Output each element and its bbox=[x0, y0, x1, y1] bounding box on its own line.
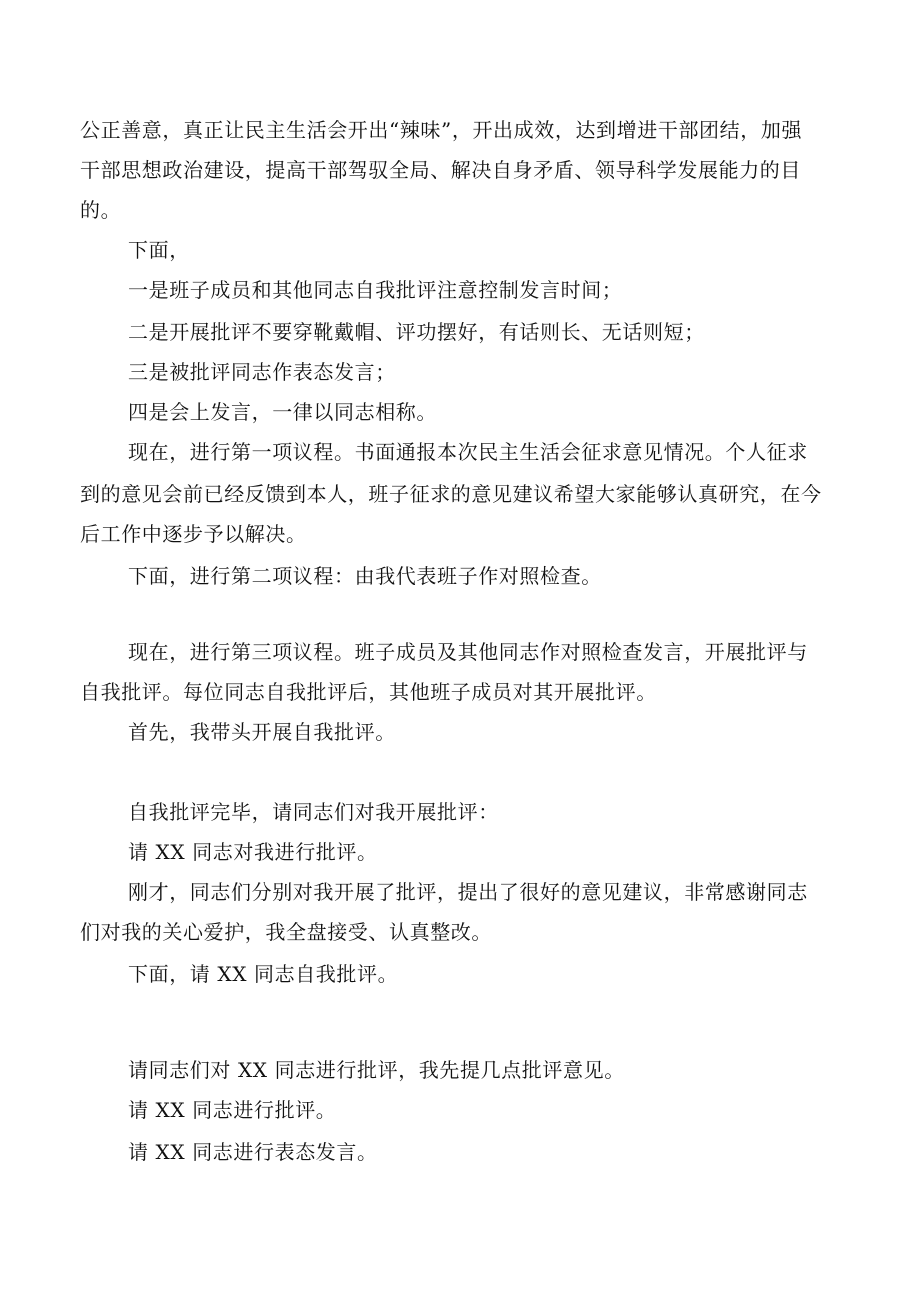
text-line: 下面，进行第二项议程：由我代表班子作对照检查。 bbox=[128, 564, 602, 588]
text-line: 自我批评。每位同志自我批评后，其他班子成员对其开展批评。 bbox=[80, 680, 657, 704]
text-line: 下面， bbox=[128, 238, 190, 262]
text-line: 后工作中逐步予以解决。 bbox=[80, 522, 307, 546]
text-line: 们对我的关心爱护，我全盘接受、认真整改。 bbox=[80, 920, 492, 944]
text-line: 请同志们对 XX 同志进行批评，我先提几点批评意见。 bbox=[128, 1058, 625, 1082]
text-line: 三是被批评同志作表态发言； bbox=[128, 360, 396, 384]
text-line: 到的意见会前已经反馈到本人，班子征求的意见建议希望大家能够认真研究，在今 bbox=[80, 482, 822, 506]
text-line: 现在，进行第一项议程。书面通报本次民主生活会征求意见情况。个人征求 bbox=[128, 440, 808, 464]
text-line: 请 XX 同志对我进行批评。 bbox=[128, 840, 378, 864]
text-line: 的。 bbox=[80, 198, 122, 222]
text-line: 一是班子成员和其他同志自我批评注意控制发言时间； bbox=[128, 278, 623, 302]
text-line: 自我批评完毕，请同志们对我开展批评： bbox=[128, 800, 499, 824]
text-line: 四是会上发言，一律以同志相称。 bbox=[128, 400, 437, 424]
text-line: 公正善意，真正让民主生活会开出“辣味”，开出成效，达到增进干部团结，加强 bbox=[80, 118, 803, 142]
text-line: 首先，我带头开展自我批评。 bbox=[128, 720, 396, 744]
text-line: 现在，进行第三项议程。班子成员及其他同志作对照检查发言，开展批评与 bbox=[128, 640, 808, 664]
text-line: 请 XX 同志进行批评。 bbox=[128, 1098, 337, 1122]
text-line: 刚才，同志们分别对我开展了批评，提出了很好的意见建议，非常感谢同志 bbox=[128, 880, 808, 904]
text-line: 请 XX 同志进行表态发言。 bbox=[128, 1140, 378, 1164]
text-line: 二是开展批评不要穿靴戴帽、评功摆好，有话则长、无话则短； bbox=[128, 320, 705, 344]
text-line: 干部思想政治建设，提高干部驾驭全局、解决自身矛盾、领导科学发展能力的目 bbox=[80, 158, 801, 182]
text-line: 下面，请 XX 同志自我批评。 bbox=[128, 962, 399, 986]
